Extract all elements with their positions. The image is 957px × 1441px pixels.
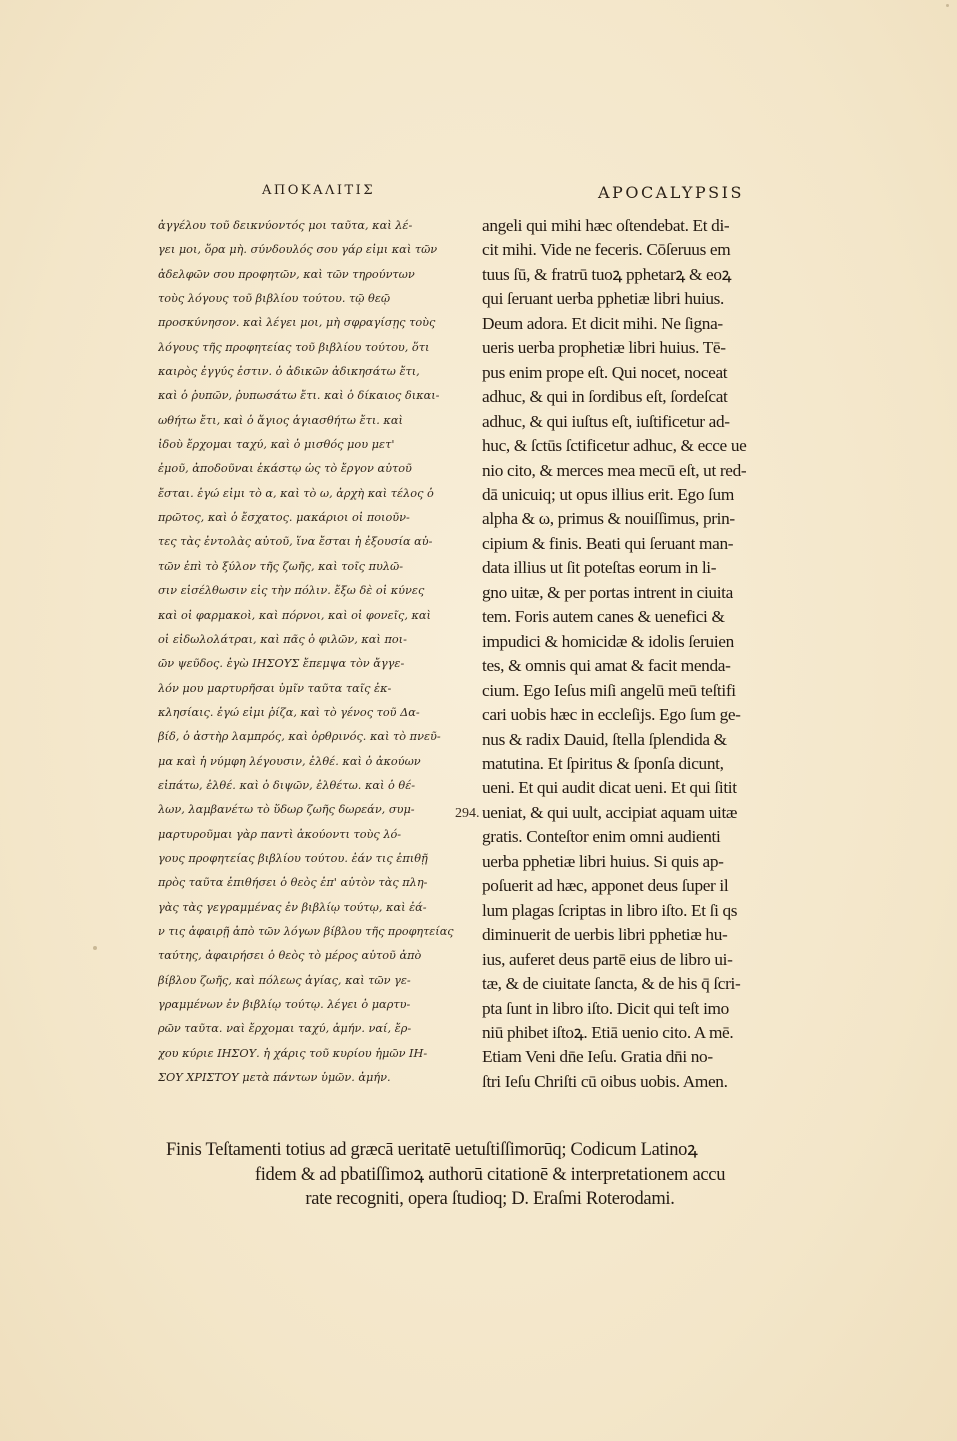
latin-text-line: tæ, & de ciuitate ſancta, & de his q̄ ſcri-	[482, 974, 741, 994]
greek-text-line: καὶ ὁ ῥυπῶν, ῥυπωσάτω ἔτι. καὶ ὁ δίκαιος δικαι-	[158, 389, 440, 403]
greek-text-line: μα καὶ ἡ νύμφη λέγουσιν, ἐλθέ. καὶ ὁ ἀκούων	[158, 754, 421, 768]
colophon	[160, 1138, 820, 1212]
greek-text-line: ρῶν ταῦτα. ναὶ ἔρχομαι ταχύ, ἀμήν. ναί, ἔρ-	[158, 1022, 412, 1036]
latin-text-line: poſuerit ad hæc, apponet deus ſuper il	[482, 876, 729, 896]
latin-text-line: tem. Foris autem canes & uenefici &	[482, 607, 725, 627]
paper-speck	[93, 946, 97, 950]
greek-text-line: ῶν ψεῦδος. ἐγὼ ΙΗΣΟΥΣ ἔπεμψα τὸν ἄγγε-	[158, 657, 405, 671]
greek-text-line: τοὺς λόγους τοῦ βιβλίου τούτου. τῷ θεῷ	[158, 292, 391, 306]
greek-text-line: ἔσται. ἐγώ εἰμι τὸ α, καὶ τὸ ω, ἀρχὴ καὶ τέλος ὁ	[158, 486, 434, 500]
greek-text-line: τες τὰς ἐντολὰς αὐτοῦ, ἵνα ἔσται ἡ ἐξουσία αὐ-	[158, 535, 433, 549]
greek-text-line: λων, λαμβανέτω τὸ ὕδωρ ζωῆς δωρεάν, συμ-	[158, 803, 415, 817]
latin-text-line: huc, & ſctūs ſctificetur adhuc, & ecce ue	[482, 436, 747, 456]
greek-text-line: ἐμοῦ, ἀποδοῦναι ἑκάστῳ ὡς τὸ ἔργον αὐτοῦ	[158, 462, 412, 476]
greek-text-line: μαρτυροῦμαι γὰρ παντὶ ἀκούοντι τοὺς λό-	[158, 827, 402, 841]
latin-text-line: cium. Ego Ieſus miſi angelū meū teſtifi	[482, 680, 736, 700]
greek-text-line: τῶν ἐπὶ τὸ ξύλον τῆς ζωῆς, καὶ τοῖς πυλῶ-	[158, 559, 404, 573]
latin-text-line: cari uobis hæc in eccleſijs. Ego ſum ge-	[482, 705, 741, 725]
greek-text-line: εἰπάτω, ἐλθέ. καὶ ὁ διψῶν, ἐλθέτω. καὶ ὁ θέ-	[158, 778, 416, 792]
latin-text-line: pta ſunt in libro iſto. Dicit qui teſt imo	[482, 998, 729, 1018]
greek-running-head: ΑΠΟΚΑΛΙΤΙΣ	[262, 183, 376, 198]
latin-text-line: niū phibet iſtoꝝ. Etiā uenio cito. A mē.	[482, 1022, 734, 1042]
greek-text-line: ΣΟΥ ΧΡΙΣΤΟΥ μετὰ πάντων ὑμῶν. ἀμήν.	[158, 1071, 391, 1085]
greek-text-line: πρὸς ταῦτα ἐπιθήσει ὁ θεὸς ἐπ' αὐτὸν τὰς πλη-	[158, 876, 428, 890]
greek-text-line: γει μοι, ὅρα μὴ. σύνδουλός σου γάρ εἰμι καὶ τῶν	[158, 243, 438, 257]
latin-text-line: cipium & finis. Beati qui ſeruant man-	[482, 533, 734, 553]
marginal-page-number: 294.	[455, 806, 480, 821]
greek-text-line: λόν μου μαρτυρῆσαι ὑμῖν ταῦτα ταῖς ἐκ-	[158, 681, 392, 695]
latin-text-line: tuus ſū, & fratrū tuoꝝ pphetarꝝ & eoꝝ	[482, 264, 732, 284]
latin-text-line: adhuc, & qui iuſtus eſt, iuſtificetur ad-	[482, 411, 730, 431]
latin-text-line: ius, auferet deus partē eius de libro ui-	[482, 949, 733, 969]
latin-text-line: diminuerit de uerbis libri pphetiæ hu-	[482, 925, 728, 945]
latin-text-line: tes, & omnis qui amat & facit menda-	[482, 656, 731, 676]
greek-text-line: πρῶτος, καὶ ὁ ἔσχατος. μακάριοι οἱ ποιοῦν-	[158, 511, 410, 525]
greek-text-line: ἀδελφῶν σου προφητῶν, καὶ τῶν τηρούντων	[158, 267, 415, 281]
latin-text-line: dā unicuiq; ut opus illius erit. Ego ſum	[482, 484, 734, 504]
latin-text-line: ueniat, & qui uult, accipiat aquam uitæ	[482, 802, 738, 822]
latin-text-line: adhuc, & qui in ſordibus eſt, ſordeſcat	[482, 387, 728, 407]
latin-text-line: matutina. Et ſpiritus & ſponſa dicunt,	[482, 753, 724, 773]
latin-text-line: nio cito, & merces mea mecū eſt, ut red-	[482, 460, 747, 480]
latin-text-line: qui ſeruant uerba pphetiæ libri huius.	[482, 289, 725, 309]
latin-text-line: Deum adora. Et dicit mihi. Ne ſigna-	[482, 313, 723, 333]
paper-speck	[946, 4, 949, 7]
greek-text-line: κλησίαις. ἐγώ εἰμι ῥίζα, καὶ τὸ γένος τοῦ Δα-	[158, 705, 420, 719]
latin-text-line: ſtri Ieſu Chriſti cū oibus uobis. Amen.	[482, 1071, 728, 1091]
greek-text-line: προσκύνησον. καὶ λέγει μοι, μὴ σφραγίσῃς τοὺς	[158, 316, 436, 330]
greek-text-line: ἀγγέλου τοῦ δεικνύοντός μοι ταῦτα, καὶ λέ-	[158, 219, 413, 232]
latin-text-line: impudici & homicidæ & idolis ſeruien	[482, 631, 734, 651]
greek-text-line: ωθήτω ἔτι, καὶ ὁ ἅγιος ἁγιασθήτω ἔτι. καὶ	[158, 413, 403, 427]
latin-text-line: angeli qui mihi hæc oſtendebat. Et di-	[482, 216, 730, 235]
greek-text-line: ταύτης, ἀφαιρήσει ὁ θεὸς τὸ μέρος αὐτοῦ ἀπὸ	[158, 949, 422, 963]
latin-text-line: lum plagas ſcriptas in libro iſto. Et ſi qs	[482, 900, 738, 920]
latin-text-line: Etiam Veni dn̄e Ieſu. Gratia dn̄i no-	[482, 1047, 713, 1067]
latin-text-line: gratis. Conteſtor enim omni audienti	[482, 827, 721, 847]
greek-text-line: οἱ εἰδωλολάτραι, καὶ πᾶς ὁ φιλῶν, καὶ ποι-	[158, 632, 407, 646]
greek-text-line: βίβλου ζωῆς, καὶ πόλεως ἁγίας, καὶ τῶν γε-	[158, 973, 411, 987]
latin-text-line: pus enim prope eſt. Qui nocet, noceat	[482, 362, 728, 382]
greek-text-line: χου κύριε ΙΗΣΟΥ. ἡ χάρις τοῦ κυρίου ἡμῶν ΙΗ-	[158, 1046, 428, 1060]
greek-text-line: γους προφητείας βιβλίου τούτου. ἐάν τις ἐπιθῇ	[158, 851, 428, 865]
latin-text-column	[482, 214, 812, 1094]
greek-text-line: γὰς τὰς γεγραμμένας ἐν βιβλίῳ τούτῳ, καὶ ἐά-	[158, 900, 427, 914]
greek-text-line: καιρὸς ἐγγύς ἐστιν. ὁ ἀδικῶν ἀδικησάτω ἔτι,	[158, 365, 420, 379]
greek-text-line: ἰδοὺ ἔρχομαι ταχύ, καὶ ὁ μισθός μου μετ'	[158, 438, 395, 452]
latin-running-head: APOCALYPSIS	[598, 183, 744, 202]
latin-text-line: ueris uerba prophetiæ libri huius. Tē-	[482, 338, 726, 358]
greek-text-column	[158, 214, 456, 1090]
greek-text-line: σιν εἰσέλθωσιν εἰς τὴν πόλιν. ἔξω δὲ οἱ κύνες	[158, 584, 425, 598]
greek-text-line: βίδ, ὁ ἀστὴρ λαμπρός, καὶ ὀρθρινός. καὶ τὸ πνεῦ-	[158, 730, 441, 744]
latin-text-line: cit mihi. Vide ne feceris. Cōſeruus em	[482, 240, 731, 260]
latin-text-line: ueni. Et qui audit dicat ueni. Et qui ſitit	[482, 778, 737, 798]
latin-text-line: data illius ut ſit poteſtas eorum in li-	[482, 558, 717, 578]
colophon-line: fidem & ad pbatiſſimoꝝ authorū citationē & interpretationem accu	[254, 1164, 726, 1185]
greek-text-line: γραμμένων ἐν βιβλίῳ τούτῳ. λέγει ὁ μαρτυ-	[158, 998, 411, 1011]
greek-text-line: λόγους τῆς προφητείας τοῦ βιβλίου τούτου, ὅτι	[158, 340, 430, 354]
greek-text-line: ν τις ἀφαιρῇ ἀπὸ τῶν λόγων βίβλου τῆς προφητείας	[158, 924, 454, 938]
latin-text-line: uerba pphetiæ libri huius. Si quis ap-	[482, 851, 724, 871]
colophon-line: rate recogniti, opera ſtudioq; D. Eraſmi Roterodami.	[305, 1189, 675, 1209]
latin-text-line: alpha & ω, primus & nouiſſimus, prin-	[482, 509, 735, 529]
greek-text-line: καὶ οἱ φαρμακοὶ, καὶ πόρνοι, καὶ οἱ φονεῖς, καὶ	[158, 608, 431, 622]
colophon-line: Finis Teſtamenti totius ad græcā ueritatē uetuſtiſſimorūq; Codicum Latinoꝝ	[166, 1140, 698, 1160]
latin-text-line: nus & radix Dauid, ſtella ſplendida &	[482, 729, 727, 749]
latin-text-line: gno uitæ, & per portas intrent in ciuita	[482, 582, 733, 602]
